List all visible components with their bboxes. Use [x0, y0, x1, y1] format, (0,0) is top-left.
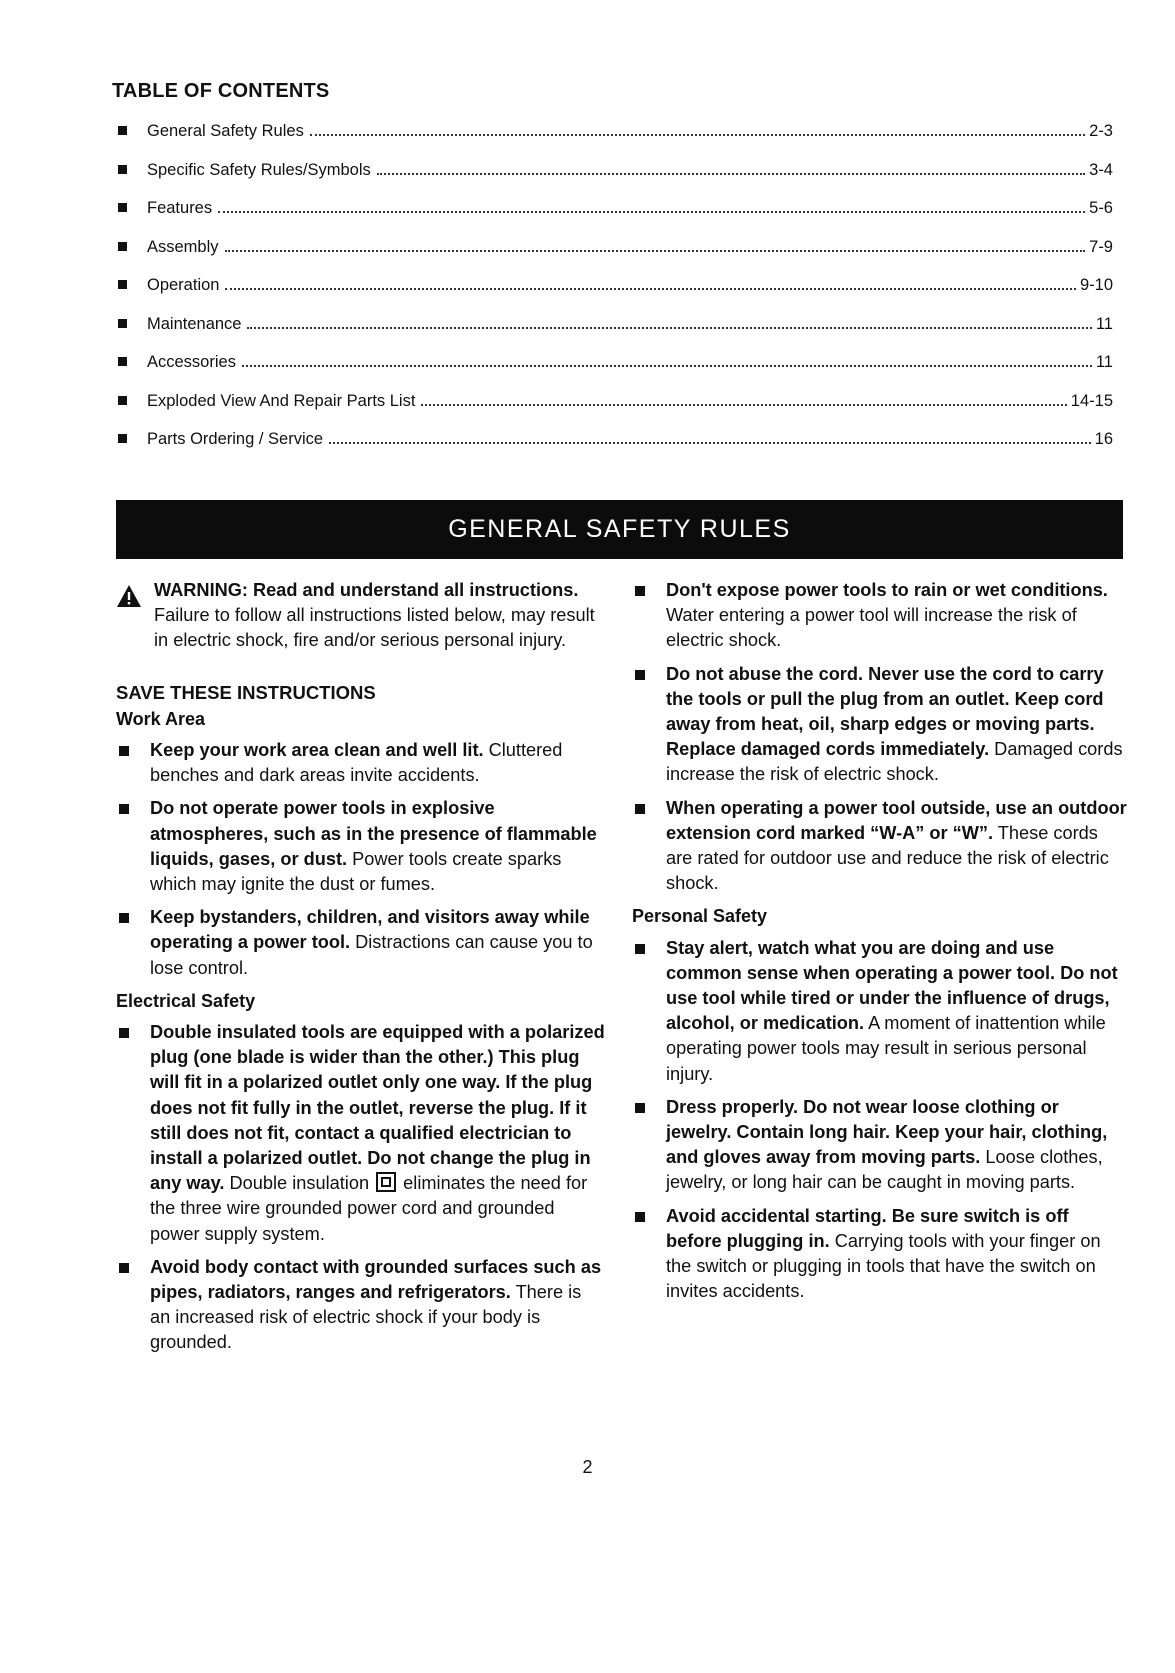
leader-dots [242, 364, 1092, 367]
bullet-icon [118, 396, 127, 405]
toc-item-page: 11 [1095, 314, 1113, 333]
list-item [632, 796, 1127, 897]
item-text: Carrying tools with your finger on the switch or plugging in tools that have the switch on invites accidents. [666, 1230, 1101, 1302]
bullet-icon [118, 203, 127, 212]
item-bold: Keep bystanders, children, and visitors away while operating a power tool. [150, 907, 590, 953]
toc-item-label: Maintenance [147, 314, 242, 333]
electrical-safety-heading: Electrical Safety [116, 990, 256, 1011]
list-item [116, 1255, 606, 1356]
save-instructions: SAVE THESE INSTRUCTIONS [116, 681, 376, 703]
toc-title: TABLE OF CONTENTS [112, 80, 330, 102]
toc-item-page: 16 [1094, 430, 1113, 448]
list-item [116, 738, 606, 788]
item-text: There is an increased risk of electric shock if your body is grounded. [150, 1282, 582, 1353]
toc-item [118, 122, 1113, 161]
toc-item [118, 238, 1113, 277]
bullet-icon [635, 1103, 645, 1113]
bullet-icon [119, 1028, 129, 1038]
leader-dots [225, 249, 1086, 252]
item-text: Cluttered benches and dark areas invite accidents. [150, 740, 563, 786]
toc-item [118, 276, 1113, 315]
toc-item-page: 5-6 [1089, 199, 1113, 217]
toc-item-page: 3-4 [1089, 160, 1113, 179]
toc-item [118, 199, 1113, 238]
warning-heading: WARNING: Read and understand all instructions. [154, 580, 579, 600]
table-of-contents [118, 122, 1113, 469]
bullet-icon [118, 242, 127, 251]
toc-item [118, 315, 1113, 354]
list-item [632, 936, 1127, 1087]
toc-item [118, 353, 1113, 392]
bullet-icon [635, 804, 645, 814]
page-number: 2 [582, 1457, 593, 1477]
toc-item-page: 2-3 [1089, 122, 1113, 140]
list-item [116, 905, 606, 981]
list-item [116, 1020, 606, 1247]
bullet-icon [119, 1263, 129, 1273]
work-area-heading: Work Area [116, 708, 206, 729]
toc-item-label: General Safety Rules [147, 122, 304, 140]
item-bold: Avoid body contact with grounded surfaces such as pipes, radiators, ranges and refrigerators. [150, 1256, 602, 1303]
leader-dots [377, 172, 1085, 175]
bullet-icon [635, 670, 645, 680]
item-bold: Double insulated tools are equipped with a polarized plug (one blade is wider than the other.) This plug will fit in a polarized outlet only one way. If the plug does not fit fully in the outlet, reverse the plug. If it still does not fit, contact a qualified electrician to install a polarized outlet. Do not change the plug in any way. [150, 1022, 605, 1194]
warning-triangle-icon [116, 584, 142, 608]
list-item [632, 1095, 1127, 1196]
toc-item [118, 161, 1113, 200]
toc-item-label: Parts Ordering / Service [147, 430, 324, 448]
bullet-icon [635, 1212, 645, 1222]
bullet-icon [118, 165, 127, 174]
bullet-icon [118, 319, 127, 328]
toc-item [118, 430, 1113, 469]
leader-dots [218, 210, 1085, 213]
leader-dots [421, 403, 1066, 406]
item-bold: When operating a power tool outside, use an outdoor extension cord marked “W-A” or “W”. [666, 797, 1127, 843]
leader-dots [310, 133, 1085, 136]
toc-item-label: Features [147, 199, 213, 217]
list-item [632, 662, 1127, 788]
bullet-icon [635, 586, 645, 596]
item-text: Power tools create sparks which may ignite the dust or fumes. [150, 848, 562, 895]
warning-text: Failure to follow all instructions listed below, may result in electric shock, fire and/or serious personal injury. [154, 605, 595, 651]
item-text: Double insulation [224, 1173, 375, 1194]
double-insulation-icon [376, 1172, 396, 1192]
item-text: These cords are rated for outdoor use and reduce the risk of electric shock. [666, 822, 1109, 894]
bullet-icon [118, 280, 127, 289]
item-text: eliminates the need for the three wire grounded power cord and grounded power supply system. [150, 1173, 588, 1244]
warning-block [116, 578, 606, 654]
toc-item-label: Assembly [147, 237, 219, 256]
item-bold: Do not abuse the cord. Never use the cord to carry the tools or pull the plug from an outlet. Keep cord away from heat, oil, sharp edges or moving parts. Replace damaged cords immediately. [666, 663, 1104, 760]
toc-item-page: 14-15 [1070, 391, 1113, 410]
toc-item [118, 392, 1113, 431]
toc-item-label: Operation [147, 276, 220, 294]
item-text: A moment of inattention while operating power tools may result in serious personal injury. [666, 1013, 1106, 1084]
section-banner [116, 500, 1123, 559]
list-item [632, 578, 1127, 654]
toc-item-page: 9-10 [1079, 276, 1113, 294]
item-bold: Stay alert, watch what you are doing and use common sense when operating a power tool. Do not use tool while tired or under the influence of drugs, alcohol, or medication. [666, 937, 1118, 1034]
personal-safety-heading: Personal Safety [632, 906, 768, 927]
leader-dots [247, 326, 1091, 329]
item-text: Water entering a power tool will increase the risk of electric shock. [666, 605, 1077, 651]
bullet-icon [118, 357, 127, 366]
left-column [116, 578, 606, 1364]
bullet-icon [635, 944, 645, 954]
toc-item-label: Specific Safety Rules/Symbols [147, 160, 371, 179]
list-item [632, 1204, 1127, 1305]
bullet-icon [119, 804, 129, 814]
toc-item-label: Exploded View And Repair Parts List [147, 391, 416, 410]
right-column [632, 578, 1127, 1312]
bullet-icon [119, 746, 129, 756]
leader-dots [225, 287, 1076, 290]
bullet-icon [118, 126, 127, 135]
item-bold: Keep your work area clean and well lit. [150, 740, 484, 761]
leader-dots [329, 441, 1091, 444]
toc-item-label: Accessories [147, 353, 236, 371]
item-bold: Do not operate power tools in explosive atmospheres, such as in the presence of flammable liquids, gases, or dust. [150, 798, 597, 869]
list-item [116, 796, 606, 897]
item-bold: Don't expose power tools to rain or wet conditions. [666, 580, 1108, 600]
toc-item-page: 11 [1095, 353, 1113, 371]
item-bold: Dress properly. Do not wear loose clothing or jewelry. Contain long hair. Keep your hair, clothing, and gloves away from moving parts. [666, 1096, 1108, 1168]
item-text: Distractions can cause you to lose control. [150, 932, 593, 978]
item-bold: Avoid accidental starting. Be sure switch is off before plugging in. [666, 1205, 1069, 1251]
item-text: Damaged cords increase the risk of electric shock. [666, 739, 1123, 785]
toc-item-page: 7-9 [1089, 237, 1113, 256]
section-banner-title: GENERAL SAFETY RULES [448, 515, 791, 543]
bullet-icon [119, 913, 129, 923]
item-text: Loose clothes, jewelry, or long hair can be caught in moving parts. [666, 1147, 1103, 1193]
bullet-icon [118, 434, 127, 443]
